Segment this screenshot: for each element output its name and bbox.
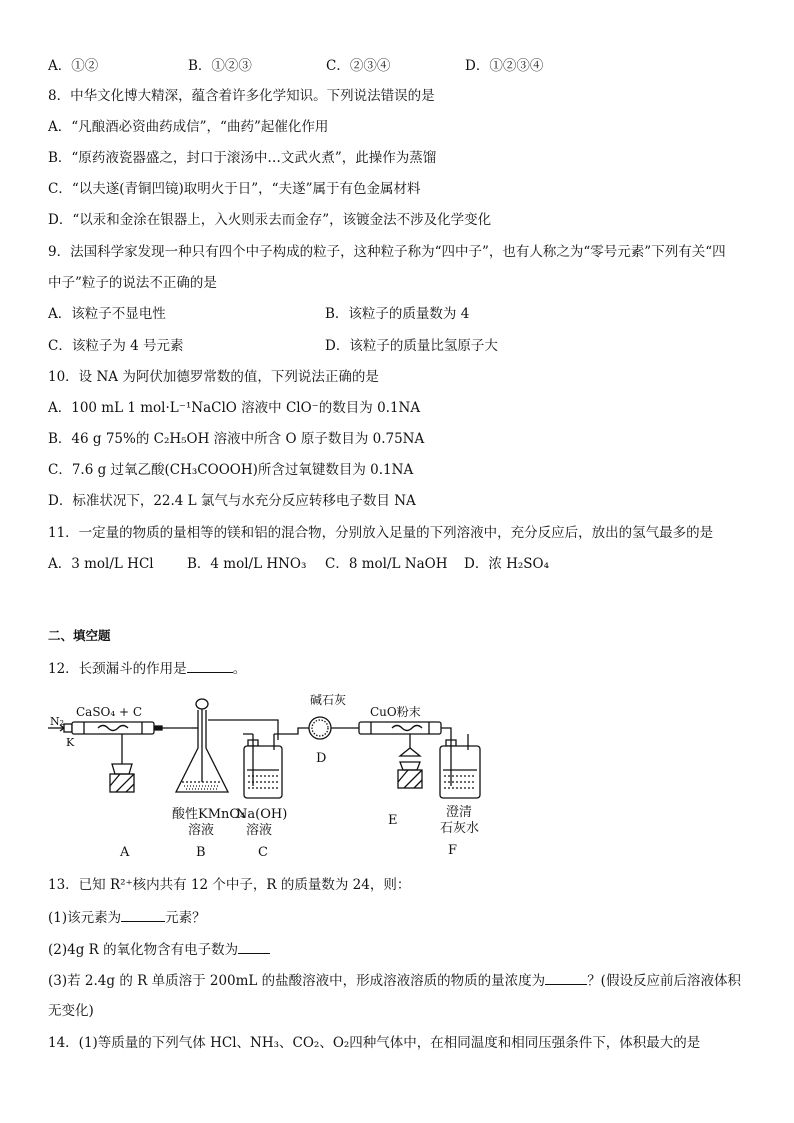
q13-part1-text: (1)该元素为 xyxy=(48,910,122,926)
funnel-b xyxy=(196,699,208,709)
q9-stem-line2: 中子”粒子的说法不正确的是 xyxy=(48,275,217,291)
label-e-reagent: CuO粉末 xyxy=(370,705,421,719)
label-c-reagent-2: 溶液 xyxy=(246,823,273,838)
label-e: E xyxy=(388,813,398,828)
burner-e xyxy=(400,748,420,756)
q14-stem: 14．(1)等质量的下列气体 HCl、NH₃、CO₂、O₂四种气体中，在相同温度和相同压强条件下，体积最大的是 xyxy=(48,1035,701,1051)
label-a-reagent: CaSO₄ + C xyxy=(76,705,143,719)
q12-answer-blank[interactable] xyxy=(187,658,233,673)
q11-option-d: D．浓 H₂SO₄ xyxy=(464,556,550,572)
label-c: C xyxy=(258,845,268,860)
label-d-reagent: 碱石灰 xyxy=(310,693,347,707)
label-n2: N₂ xyxy=(50,715,65,728)
q13-part2 xyxy=(48,939,270,960)
label-b-reagent-2: 溶液 xyxy=(188,823,215,838)
q9-option-d: D．该粒子的质量比氢原子大 xyxy=(325,338,498,354)
q13-part2-text: (2)4g R 的氧化物含有电子数为 xyxy=(48,942,239,958)
label-f-reagent-2: 石灰水 xyxy=(440,821,480,836)
q11-stem: 11．一定量的物质的量相等的镁和铝的混合物，分别放入足量的下列溶液中，充分反应后，放出的氢气最多的是 xyxy=(48,525,714,541)
q12-stem-end: 。 xyxy=(232,661,247,677)
q7-option-c: C．②③④ xyxy=(326,58,391,74)
label-c-reagent-1: Na(OH) xyxy=(236,807,288,822)
q11-option-b: B．4 mol/L HNO₃ xyxy=(187,556,307,572)
q10-stem: 10．设 NA 为阿伏加德罗常数的值，下列说法正确的是 xyxy=(48,369,379,385)
q10-option-b: B．46 g 75%的 C₂H₅OH 溶液中所含 O 原子数目为 0.75NA xyxy=(48,431,425,447)
label-a: A xyxy=(120,845,130,860)
q12-stem xyxy=(48,658,246,679)
q8-stem: 8．中华文化博大精深，蕴含着许多化学知识。下列说法错误的是 xyxy=(48,88,435,104)
q13-stem: 13．已知 R²⁺核内共有 12 个中子，R 的质量数为 24，则： xyxy=(48,877,411,893)
q13-part1-blank[interactable] xyxy=(121,907,165,922)
q13-part3-line2: 无变化) xyxy=(48,1003,94,1019)
q9-option-b: B．该粒子的质量数为 4 xyxy=(325,306,470,322)
k-valve xyxy=(64,724,72,732)
q10-option-c: C．7.6 g 过氧乙酸(CH₃COOOH)所含过氧键数目为 0.1NA xyxy=(48,462,414,478)
bottle-f xyxy=(440,746,480,798)
q13-part1-end: 元素？ xyxy=(165,910,206,926)
q10-option-a: A．100 mL 1 mol·L⁻¹NaClO 溶液中 ClO⁻的数目为 0.1NA xyxy=(48,400,421,416)
label-f: F xyxy=(448,843,458,858)
q8-option-d: D．“以汞和金涂在银器上，入火则汞去而金存”，该镀金法不涉及化学变化 xyxy=(48,212,492,228)
q13-part3-end: ？(假设反应前后溶液体积 xyxy=(587,973,741,989)
label-b-reagent-1: 酸性KMnO₄ xyxy=(172,807,246,822)
q10-option-d: D．标准状况下，22.4 L 氯气与水充分反应转移电子数目 NA xyxy=(48,493,416,509)
section-heading: 二、填空题 xyxy=(48,628,111,643)
q12-stem-text: 12．长颈漏斗的作用是 xyxy=(48,661,187,677)
q13-part3 xyxy=(48,970,741,991)
q9-option-a: A．该粒子不显电性 xyxy=(48,306,166,322)
apparatus-diagram xyxy=(48,690,488,860)
q7-option-b: B．①②③ xyxy=(188,58,252,74)
label-f-reagent-1: 澄清 xyxy=(446,805,473,820)
label-k: K xyxy=(66,736,75,749)
q9-stem-line1: 9．法国科学家发现一种只有四个中子构成的粒子，这种粒子称为“四中子”，也有人称之为“零号元素”下列有关“四 xyxy=(48,244,726,260)
q13-part3-blank[interactable] xyxy=(545,970,587,985)
q7-option-d: D．①②③④ xyxy=(465,58,544,74)
burner-a xyxy=(112,764,132,774)
bottle-c xyxy=(244,746,282,798)
q11-option-c: C．8 mol/L NaOH xyxy=(325,556,448,572)
q8-option-a: A．“凡酿酒必资曲药成信”，“曲药”起催化作用 xyxy=(48,119,329,135)
q13-part2-blank[interactable] xyxy=(238,939,270,954)
q11-option-a: A．3 mol/L HCl xyxy=(48,556,154,572)
q8-option-b: B．“原药液瓷器盛之，封口于滚汤中…文武火煮”，此操作为蒸馏 xyxy=(48,150,437,166)
label-d: D xyxy=(316,751,327,766)
q9-option-c: C．该粒子为 4 号元素 xyxy=(48,338,184,354)
label-b: B xyxy=(196,845,206,860)
q13-part1 xyxy=(48,907,206,928)
q13-part3-text: (3)若 2.4g 的 R 单质溶于 200mL 的盐酸溶液中，形成溶液溶质的物质的量浓度为 xyxy=(48,973,546,989)
q8-option-c: C．“以夫遂(青铜凹镜)取明火于日”，“夫遂”属于有色金属材料 xyxy=(48,181,421,197)
q7-option-a: A．①② xyxy=(48,58,99,74)
